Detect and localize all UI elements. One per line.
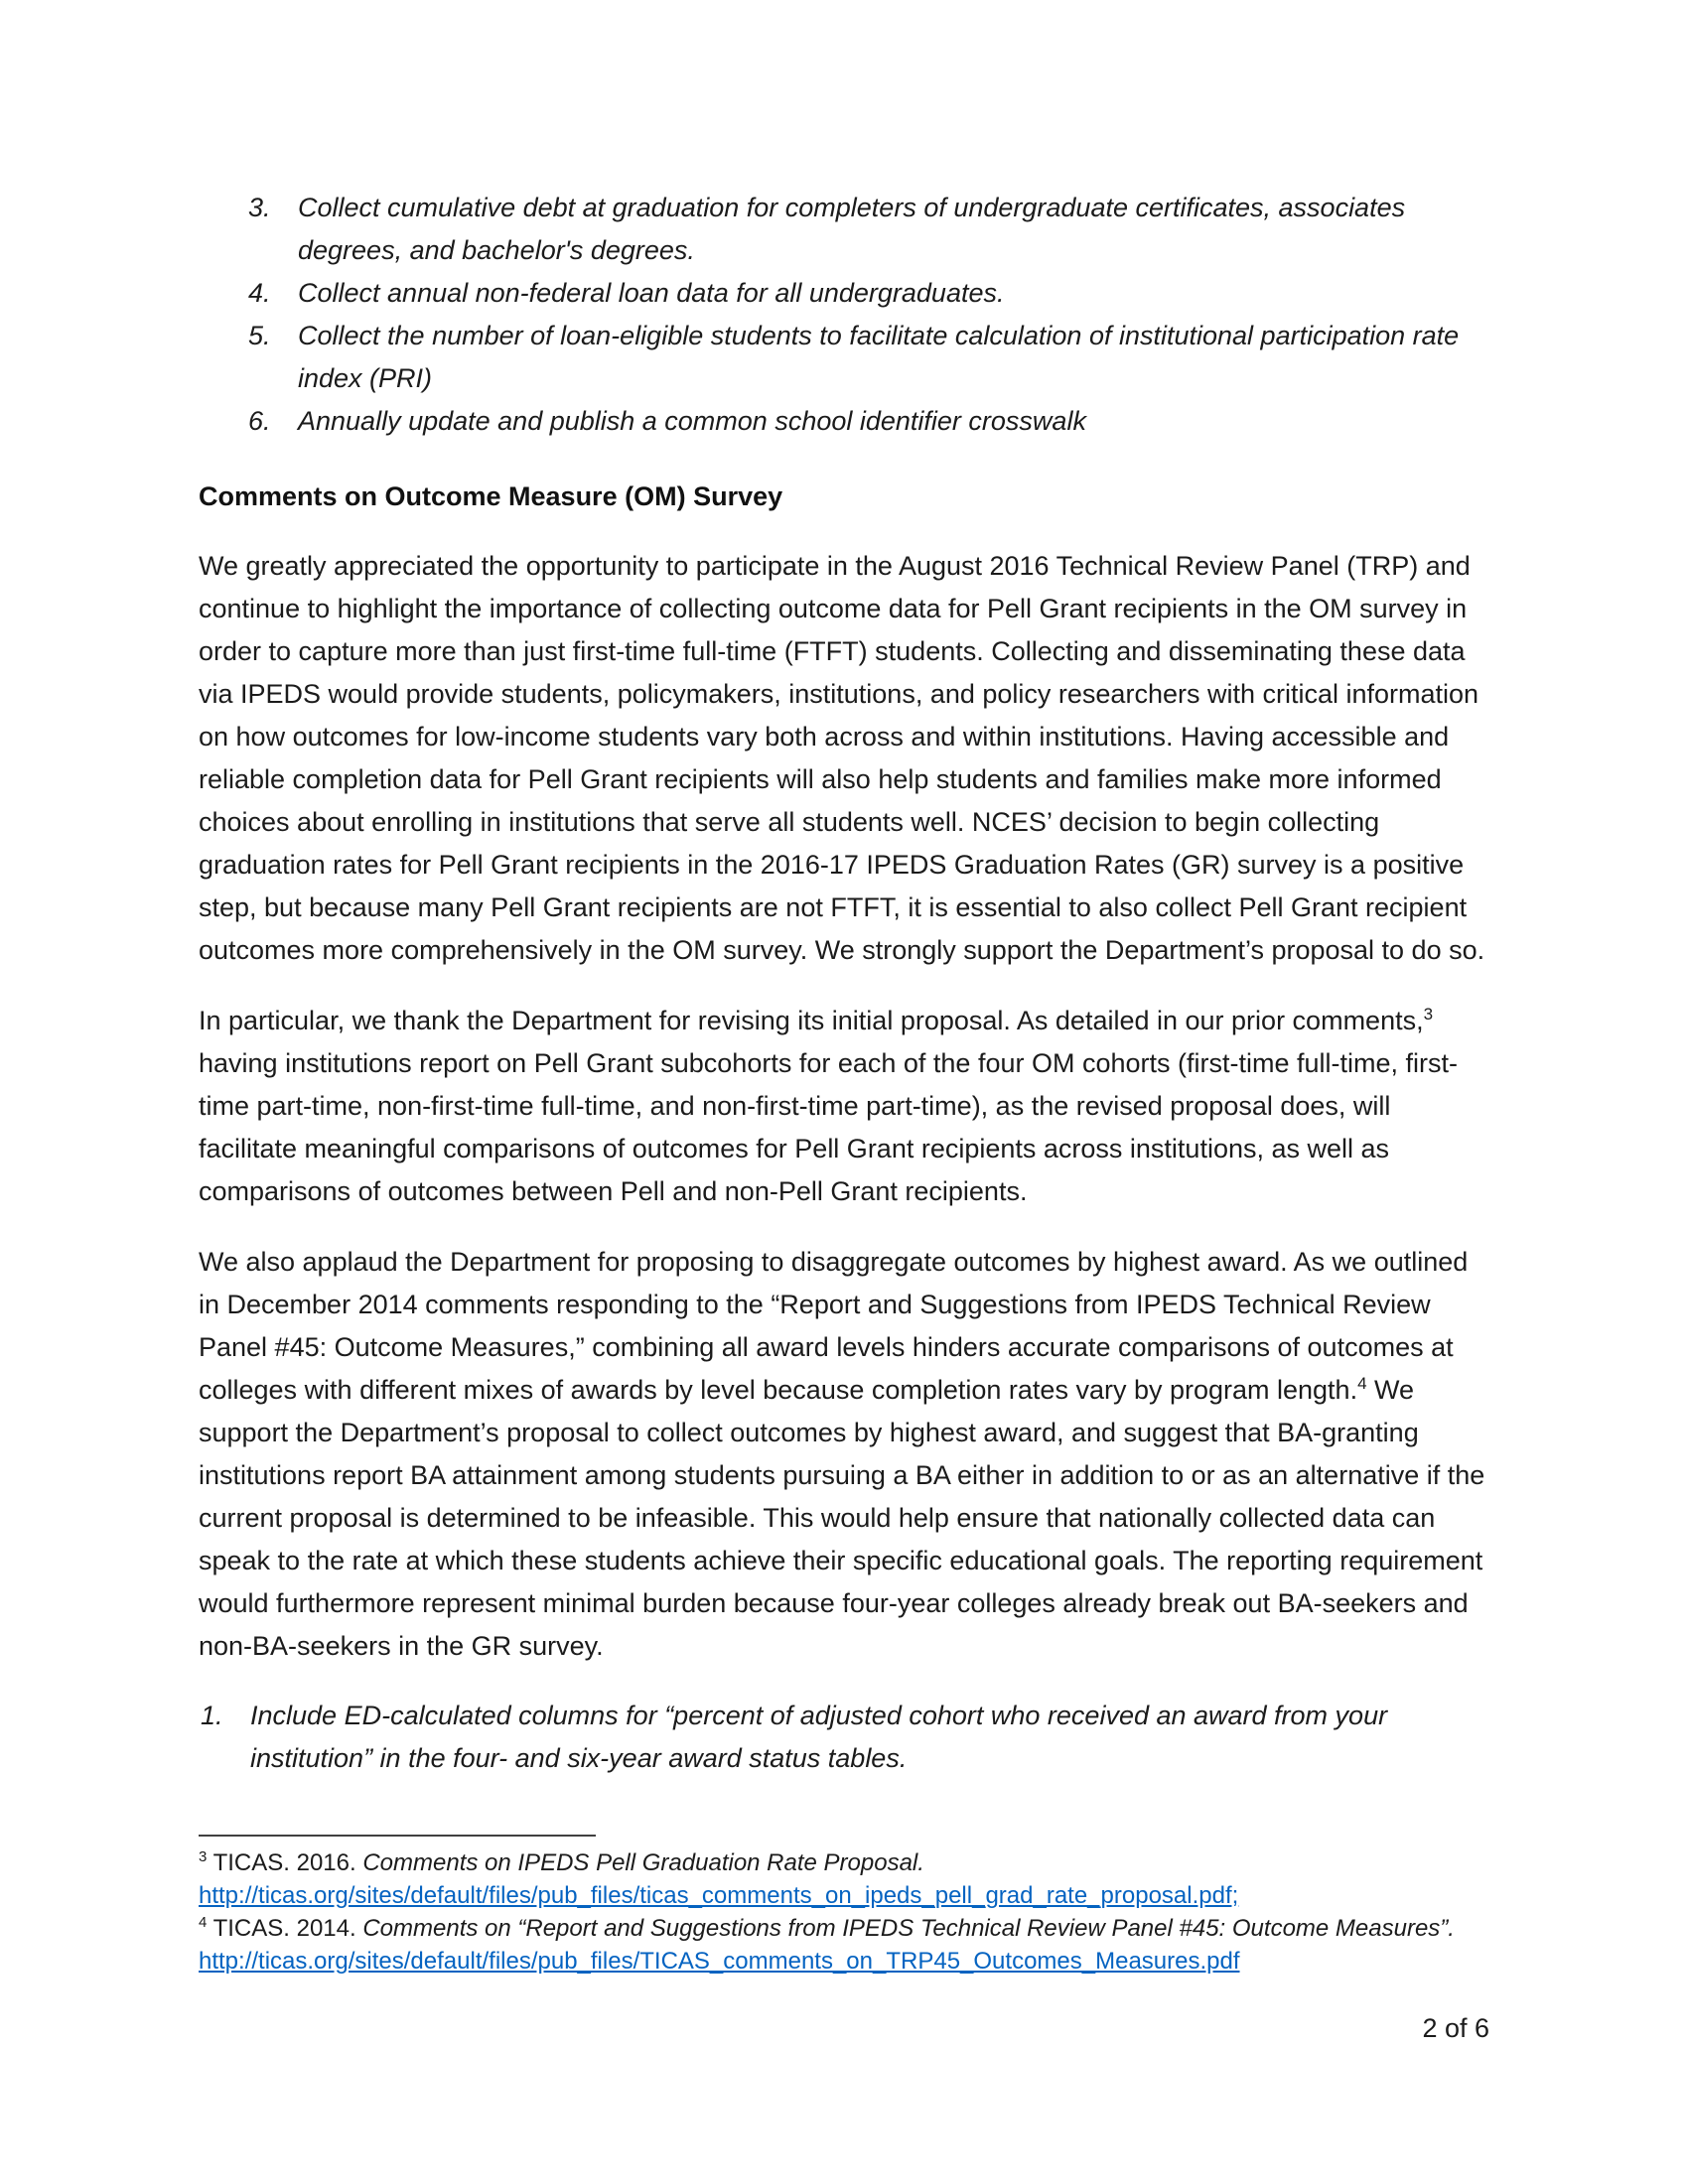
footnote-link[interactable]: http://ticas.org/sites/default/files/pub_files/TICAS_comments_on_TRP45_Outcomes_Measures.pdf [199, 1948, 1240, 1975]
footnote-marker: 4 [199, 1914, 208, 1931]
footnotes-section [199, 1835, 1489, 1978]
paragraph-text: having institutions report on Pell Grant subcohorts for each of the four OM cohorts (first-time full-time, first-time part-time, non-first-time full-time, and non-first-time part-time), as the revised proposal does, will facilitate meaningful comparisons of outcomes for Pell Grant recipients across institutions, as well as comparisons of outcomes between Pell and non-Pell Grant recipients. [199, 1048, 1458, 1206]
list-number: 5. [248, 321, 271, 350]
list-item-text: Include ED-calculated columns for “percent of adjusted cohort who received an award from your institution” in the four- and six-year award status tables. [250, 1701, 1388, 1773]
footnote-ref-3: 3 [1423, 1005, 1434, 1024]
page-number: 2 of 6 [1422, 2013, 1489, 2043]
footnote-text [199, 1846, 1489, 1879]
footnote-title: Comments on IPEDS Pell Graduation Rate Proposal. [362, 1849, 924, 1876]
list-item-text: Collect cumulative debt at graduation for completers of undergraduate certificates, associates degrees, and bachelor's degrees. [298, 193, 1406, 265]
numbered-list-bottom [199, 1695, 1489, 1780]
footnote-ref-4: 4 [1357, 1374, 1367, 1393]
numbered-list-top [199, 187, 1489, 443]
list-item-5 [199, 315, 1489, 400]
paragraph-highest-award [199, 1241, 1489, 1668]
list-item-4 [199, 272, 1489, 315]
paragraph-om-survey: We greatly appreciated the opportunity to participate in the August 2016 Technical Review Panel (TRP) and continue to highlight the importance of collecting outcome data for Pell Grant recipients in the OM survey in order to capture more than just first-time full-time (FTFT) students. Collecting and disseminating these data via IPEDS would provide students, policymakers, institutions, and policy researchers with critical information on how outcomes for low-income students vary both across and within institutions. Having accessible and reliable completion data for Pell Grant recipients will also help students and families make more informed choices about enrolling in institutions that serve all students well. NCES’ decision to begin collecting graduation rates for Pell Grant recipients in the 2016-17 IPEDS Graduation Rates (GR) survey is a positive step, but because many Pell Grant recipients are not FTFT, it is essential to also collect Pell Grant recipient outcomes more comprehensively in the OM survey. We strongly support the Department’s proposal to do so. [199, 551, 1485, 965]
footnote-source: TICAS. 2016. [212, 1849, 356, 1876]
list-number: 4. [248, 278, 271, 308]
footnote-source: TICAS. 2014. [212, 1915, 356, 1942]
footnote-separator [199, 1835, 596, 1837]
list-item-6 [199, 400, 1489, 443]
section-heading: Comments on Outcome Measure (OM) Survey [199, 481, 783, 511]
list-number: 1. [201, 1701, 223, 1730]
footnote-link[interactable]: http://ticas.org/sites/default/files/pub_files/ticas_comments_on_ipeds_pell_grad_rate_proposal.pdf; [199, 1882, 1239, 1909]
paragraph-text: We support the Department’s proposal to collect outcomes by highest award, and suggest that BA-granting institutions report BA attainment among students pursuing a BA either in addition to or as an alternative if the current proposal is determined to be infeasible. This would help ensure that nationally collected data can speak to the rate at which these students achieve their specific educational goals. The reporting requirement would furthermore represent minimal burden because four-year colleges already break out BA-seekers and non-BA-seekers in the GR survey. [199, 1375, 1485, 1661]
footnote-text [199, 1912, 1489, 1945]
footnote-4 [199, 1912, 1489, 1978]
paragraph-subcohorts [199, 1000, 1489, 1213]
list-item-3 [199, 187, 1489, 272]
list-item-1 [199, 1695, 1489, 1780]
footnote-3 [199, 1846, 1489, 1912]
list-item-text: Collect the number of loan-eligible students to facilitate calculation of institutional participation rate index (PRI) [298, 321, 1460, 393]
footnote-title: Comments on “Report and Suggestions from IPEDS Technical Review Panel #45: Outcome Measures”. [362, 1915, 1455, 1942]
paragraph-text: In particular, we thank the Department for revising its initial proposal. As detailed in our prior comments, [199, 1006, 1424, 1035]
list-item-text: Annually update and publish a common school identifier crosswalk [298, 406, 1086, 436]
list-number: 3. [248, 193, 271, 222]
footnote-marker: 3 [199, 1848, 208, 1865]
list-item-text: Collect annual non-federal loan data for all undergraduates. [298, 278, 1005, 308]
paragraph-text: We also applaud the Department for proposing to disaggregate outcomes by highest award. As we outlined in December 2014 comments responding to the “Report and Suggestions from IPEDS Technical Review Panel #45: Outcome Measures,” combining all award levels hinders accurate comparisons of outcomes at colleges with different mixes of awards by level because completion rates vary by program length. [199, 1247, 1469, 1405]
list-number: 6. [248, 406, 271, 436]
